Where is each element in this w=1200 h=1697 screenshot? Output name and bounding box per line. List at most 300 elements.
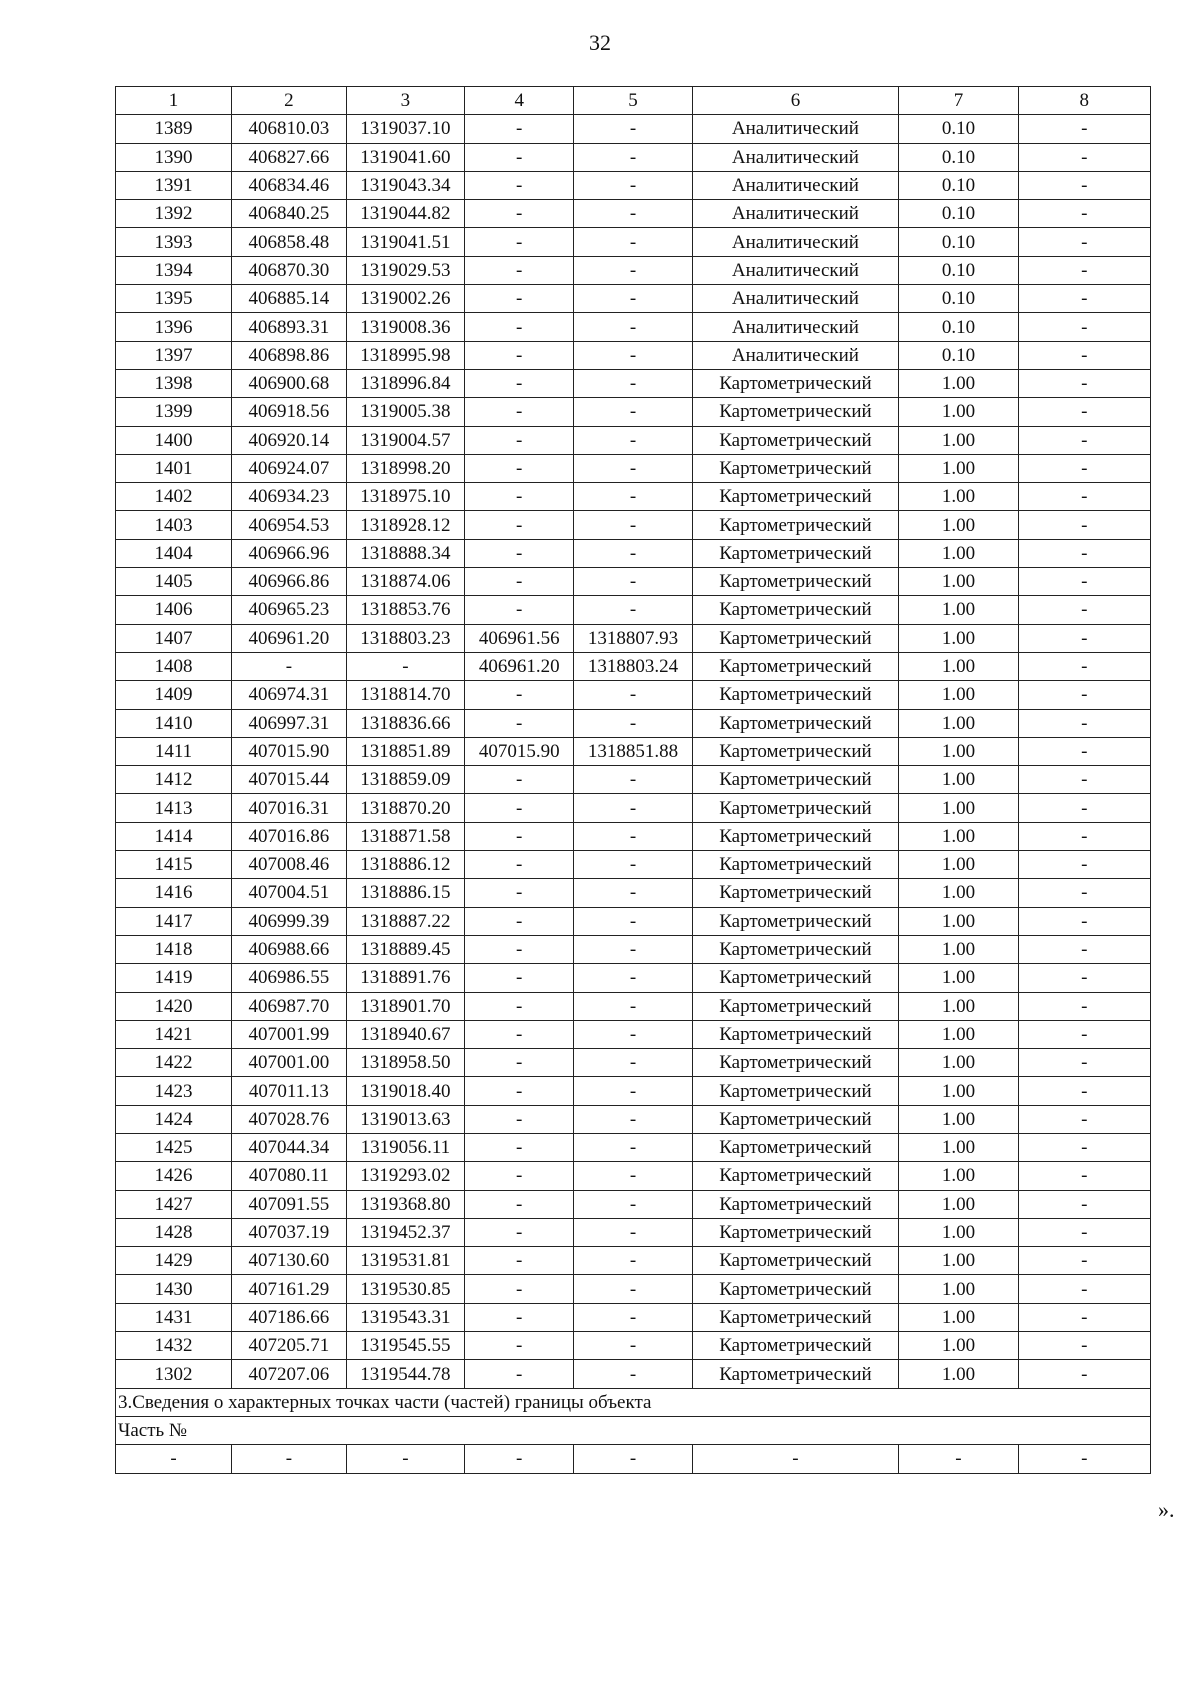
table-cell: - [1018, 1162, 1150, 1190]
table-cell: - [465, 313, 574, 341]
table-cell: 1318996.84 [346, 369, 464, 397]
table-cell: - [1018, 200, 1150, 228]
table-cell: Картометрический [692, 483, 899, 511]
table-cell: - [574, 398, 692, 426]
table-cell: Картометрический [692, 652, 899, 680]
table-cell: 1.00 [899, 398, 1018, 426]
table-cell: - [465, 681, 574, 709]
table-cell: 0.10 [899, 228, 1018, 256]
table-cell: - [1018, 709, 1150, 737]
table-cell: - [465, 1275, 574, 1303]
table-row [116, 794, 1151, 822]
table-cell: Картометрический [692, 1049, 899, 1077]
table-cell: - [465, 1218, 574, 1246]
table-cell: - [1018, 851, 1150, 879]
table-header-row [116, 87, 1151, 115]
table-cell: 1414 [116, 822, 232, 850]
table-cell: - [574, 454, 692, 482]
table-cell: - [465, 539, 574, 567]
table-cell: 1319002.26 [346, 285, 464, 313]
table-cell: - [574, 200, 692, 228]
table-cell: Картометрический [692, 794, 899, 822]
table-row [116, 879, 1151, 907]
table-cell: - [574, 1275, 692, 1303]
table-cell: Картометрический [692, 1020, 899, 1048]
table-cell: 1.00 [899, 454, 1018, 482]
table-cell: 1319544.78 [346, 1360, 464, 1388]
table-cell: 0.10 [899, 256, 1018, 284]
table-cell: - [1018, 1360, 1150, 1388]
table-cell: 1.00 [899, 369, 1018, 397]
table-cell: 407015.90 [231, 737, 346, 765]
table-cell: - [1018, 426, 1150, 454]
table-cell: 1.00 [899, 568, 1018, 596]
table-cell: 1405 [116, 568, 232, 596]
table-cell: - [574, 1218, 692, 1246]
table-cell: 1318975.10 [346, 483, 464, 511]
table-cell: 406988.66 [231, 935, 346, 963]
table-cell: - [465, 1049, 574, 1077]
table-cell: Картометрический [692, 624, 899, 652]
table-cell: - [1018, 652, 1150, 680]
table-cell: 406986.55 [231, 964, 346, 992]
table-cell: - [574, 171, 692, 199]
table-cell: 1425 [116, 1133, 232, 1161]
header-cell: 3 [346, 87, 464, 115]
table-cell: - [346, 652, 464, 680]
table-cell: - [574, 709, 692, 737]
table-cell: 1418 [116, 935, 232, 963]
table-cell: 406954.53 [231, 511, 346, 539]
table-cell: Картометрический [692, 709, 899, 737]
table-cell: Картометрический [692, 511, 899, 539]
table-cell: - [1018, 511, 1150, 539]
table-cell: - [465, 1303, 574, 1331]
table-cell: 407080.11 [231, 1162, 346, 1190]
table-cell: 1409 [116, 681, 232, 709]
table-cell: - [574, 1247, 692, 1275]
table-cell: - [1018, 1275, 1150, 1303]
table-cell: - [574, 539, 692, 567]
table-cell: 0.10 [899, 200, 1018, 228]
table-cell: 1319018.40 [346, 1077, 464, 1105]
table-cell: - [574, 1445, 692, 1473]
table-cell: 406918.56 [231, 398, 346, 426]
table-cell: 1399 [116, 398, 232, 426]
table-cell: Аналитический [692, 171, 899, 199]
table-cell: - [574, 313, 692, 341]
table-cell: 1389 [116, 115, 232, 143]
table-cell: 1318940.67 [346, 1020, 464, 1048]
table-cell: - [465, 964, 574, 992]
table-cell: - [465, 1247, 574, 1275]
table-cell: 406898.86 [231, 341, 346, 369]
table-cell: 1426 [116, 1162, 232, 1190]
table-cell: - [1018, 369, 1150, 397]
table-cell: - [465, 200, 574, 228]
table-cell: - [465, 1360, 574, 1388]
table-cell: - [231, 652, 346, 680]
table-cell: - [1018, 992, 1150, 1020]
table-cell: Картометрический [692, 1105, 899, 1133]
table-cell: 1.00 [899, 426, 1018, 454]
table-cell: Картометрический [692, 681, 899, 709]
table-cell: 407161.29 [231, 1275, 346, 1303]
table-cell: 1319044.82 [346, 200, 464, 228]
table-cell: 1319056.11 [346, 1133, 464, 1161]
table-cell: Картометрический [692, 737, 899, 765]
table-cell: - [1018, 1105, 1150, 1133]
table-cell: 1403 [116, 511, 232, 539]
table-cell: 1318859.09 [346, 766, 464, 794]
table-cell: - [1018, 1049, 1150, 1077]
table-cell: 1.00 [899, 539, 1018, 567]
table-cell: Аналитический [692, 143, 899, 171]
table-cell: - [1018, 1020, 1150, 1048]
table-cell: 1396 [116, 313, 232, 341]
table-cell: Картометрический [692, 539, 899, 567]
table-cell: Картометрический [692, 369, 899, 397]
table-cell: 0.10 [899, 285, 1018, 313]
table-row [116, 454, 1151, 482]
table-row [116, 511, 1151, 539]
table-cell: Картометрический [692, 851, 899, 879]
table-cell: - [1018, 256, 1150, 284]
table-cell: - [465, 143, 574, 171]
table-cell: - [465, 794, 574, 822]
table-cell: - [574, 143, 692, 171]
table-cell: - [1018, 624, 1150, 652]
table-cell: Картометрический [692, 398, 899, 426]
table-cell: - [465, 398, 574, 426]
table-cell: - [465, 454, 574, 482]
table-cell: Картометрический [692, 1303, 899, 1331]
table-cell: - [465, 1190, 574, 1218]
table-cell: 1318928.12 [346, 511, 464, 539]
table-row [116, 992, 1151, 1020]
table-cell: 1395 [116, 285, 232, 313]
table-cell: 1.00 [899, 992, 1018, 1020]
table-cell: 1319004.57 [346, 426, 464, 454]
table-cell: - [574, 1020, 692, 1048]
table-cell: - [465, 1332, 574, 1360]
table-cell: - [465, 1077, 574, 1105]
table-cell: - [574, 766, 692, 794]
closing-quote: ». [1158, 1497, 1175, 1522]
table-cell: - [574, 992, 692, 1020]
table-cell: 1419 [116, 964, 232, 992]
table-cell: 0.10 [899, 313, 1018, 341]
table-cell: 1432 [116, 1332, 232, 1360]
table-cell: 1411 [116, 737, 232, 765]
table-row [116, 652, 1151, 680]
table-cell: - [1018, 822, 1150, 850]
table-row [116, 1105, 1151, 1133]
table-row [116, 596, 1151, 624]
table-cell: 407016.31 [231, 794, 346, 822]
header-cell: 1 [116, 87, 232, 115]
table-cell: 406961.20 [465, 652, 574, 680]
table-cell: - [574, 907, 692, 935]
table-cell: Картометрический [692, 426, 899, 454]
table-cell: - [574, 256, 692, 284]
table-cell: - [574, 596, 692, 624]
table-cell: 1319037.10 [346, 115, 464, 143]
table-cell: - [574, 511, 692, 539]
table-cell: - [574, 228, 692, 256]
table-cell: - [1018, 341, 1150, 369]
table-cell: Картометрический [692, 1077, 899, 1105]
table-cell: - [899, 1445, 1018, 1473]
table-cell: - [574, 879, 692, 907]
table-cell: Картометрический [692, 1275, 899, 1303]
table-cell: - [1018, 313, 1150, 341]
table-cell: 1.00 [899, 624, 1018, 652]
table-cell: - [346, 1445, 464, 1473]
table-cell: 1319005.38 [346, 398, 464, 426]
table-cell: - [1018, 964, 1150, 992]
section-title-row [116, 1388, 1151, 1416]
table-cell: - [465, 568, 574, 596]
table-cell: - [574, 483, 692, 511]
table-cell: 406893.31 [231, 313, 346, 341]
coordinates-table [115, 86, 1151, 1474]
table-cell: 1421 [116, 1020, 232, 1048]
table-cell: 1393 [116, 228, 232, 256]
table-cell: 1319452.37 [346, 1218, 464, 1246]
table-cell: - [1018, 766, 1150, 794]
table-cell: Картометрический [692, 1332, 899, 1360]
table-cell: 407028.76 [231, 1105, 346, 1133]
table-cell: 1319008.36 [346, 313, 464, 341]
table-cell: 1.00 [899, 652, 1018, 680]
table-cell: 406987.70 [231, 992, 346, 1020]
table-cell: 1.00 [899, 1133, 1018, 1161]
section-title: 3.Сведения о характерных точках части (частей) границы объекта [116, 1388, 1151, 1416]
table-cell: - [574, 285, 692, 313]
table-cell: 1.00 [899, 907, 1018, 935]
table-cell: - [1018, 737, 1150, 765]
table-cell: 1318836.66 [346, 709, 464, 737]
table-cell: - [465, 596, 574, 624]
table-cell: 1.00 [899, 1218, 1018, 1246]
table-cell: Картометрический [692, 935, 899, 963]
table-cell: 1318803.24 [574, 652, 692, 680]
page-number: 32 [589, 30, 611, 55]
table-cell: 0.10 [899, 171, 1018, 199]
table-cell: - [465, 1105, 574, 1133]
table-cell: 1.00 [899, 1049, 1018, 1077]
table-row [116, 822, 1151, 850]
table-cell: 407011.13 [231, 1077, 346, 1105]
table-row [116, 737, 1151, 765]
table-cell: 406961.56 [465, 624, 574, 652]
table-cell: 406920.14 [231, 426, 346, 454]
table-row [116, 935, 1151, 963]
table-cell: 1412 [116, 766, 232, 794]
table-cell: - [574, 851, 692, 879]
table-cell: 1420 [116, 992, 232, 1020]
table-cell: Картометрический [692, 1247, 899, 1275]
table-cell: 406934.23 [231, 483, 346, 511]
table-row [116, 1049, 1151, 1077]
table-row [116, 709, 1151, 737]
table-cell: 1397 [116, 341, 232, 369]
table-cell: 1318807.93 [574, 624, 692, 652]
table-cell: - [465, 907, 574, 935]
table-cell: - [1018, 681, 1150, 709]
table-cell: Картометрический [692, 568, 899, 596]
table-cell: - [574, 935, 692, 963]
table-cell: 1319043.34 [346, 171, 464, 199]
table-cell: 1.00 [899, 879, 1018, 907]
table-cell: - [465, 426, 574, 454]
table-cell: 1318888.34 [346, 539, 464, 567]
table-cell: Картометрический [692, 766, 899, 794]
table-cell: 1413 [116, 794, 232, 822]
table-cell: 407001.99 [231, 1020, 346, 1048]
header-cell: 8 [1018, 87, 1150, 115]
table-cell: - [1018, 1218, 1150, 1246]
header-cell: 6 [692, 87, 899, 115]
table-cell: - [465, 228, 574, 256]
table-cell: 1318870.20 [346, 794, 464, 822]
table-cell: 1318887.22 [346, 907, 464, 935]
table-cell: 1.00 [899, 1077, 1018, 1105]
header-cell: 5 [574, 87, 692, 115]
table-cell: - [574, 1332, 692, 1360]
table-cell: 406858.48 [231, 228, 346, 256]
table-cell: 406961.20 [231, 624, 346, 652]
table-cell: 1.00 [899, 1275, 1018, 1303]
table-cell: 1423 [116, 1077, 232, 1105]
table-cell: - [465, 341, 574, 369]
table-cell: 1407 [116, 624, 232, 652]
table-row [116, 200, 1151, 228]
table-row [116, 483, 1151, 511]
table-cell: - [1018, 1303, 1150, 1331]
table-cell: 1428 [116, 1218, 232, 1246]
table-cell: 1402 [116, 483, 232, 511]
table-cell: - [231, 1445, 346, 1473]
table-cell: 406974.31 [231, 681, 346, 709]
table-cell: - [465, 1162, 574, 1190]
table-cell: 1.00 [899, 822, 1018, 850]
table-cell: 1416 [116, 879, 232, 907]
table-cell: - [574, 369, 692, 397]
table-cell: - [1018, 1332, 1150, 1360]
table-cell: 1392 [116, 200, 232, 228]
table-row [116, 426, 1151, 454]
table-cell: - [574, 426, 692, 454]
table-cell: Картометрический [692, 1133, 899, 1161]
part-label-row [116, 1416, 1151, 1444]
table-cell: - [1018, 171, 1150, 199]
table-cell: Картометрический [692, 822, 899, 850]
table-cell: 1319543.31 [346, 1303, 464, 1331]
table-cell: - [574, 1077, 692, 1105]
table-cell: 1398 [116, 369, 232, 397]
table-cell: - [116, 1445, 232, 1473]
table-cell: 1410 [116, 709, 232, 737]
table-cell: Картометрический [692, 1360, 899, 1388]
table-row [116, 907, 1151, 935]
table-cell: 406966.86 [231, 568, 346, 596]
table-row [116, 1190, 1151, 1218]
header-cell: 7 [899, 87, 1018, 115]
table-cell: 1318886.15 [346, 879, 464, 907]
table-cell: 1.00 [899, 681, 1018, 709]
table-cell: 406870.30 [231, 256, 346, 284]
table-cell: 1.00 [899, 1332, 1018, 1360]
table-cell: 406965.23 [231, 596, 346, 624]
table-cell: 1.00 [899, 737, 1018, 765]
table-cell: 1430 [116, 1275, 232, 1303]
table-cell: 1.00 [899, 1360, 1018, 1388]
table-row [116, 285, 1151, 313]
table-cell: - [1018, 907, 1150, 935]
table-cell: - [465, 369, 574, 397]
table-cell: 1.00 [899, 935, 1018, 963]
table-cell: 1318814.70 [346, 681, 464, 709]
table-cell: - [1018, 1445, 1150, 1473]
table-cell: 407016.86 [231, 822, 346, 850]
table-cell: 407207.06 [231, 1360, 346, 1388]
table-cell: 406900.68 [231, 369, 346, 397]
table-cell: - [465, 483, 574, 511]
table-cell: 406810.03 [231, 115, 346, 143]
table-cell: - [574, 1162, 692, 1190]
table-cell: - [574, 341, 692, 369]
table-cell: 406885.14 [231, 285, 346, 313]
table-row [116, 1275, 1151, 1303]
table-row [116, 1332, 1151, 1360]
table-cell: 1.00 [899, 1162, 1018, 1190]
table-cell: Картометрический [692, 1190, 899, 1218]
table-row [116, 1303, 1151, 1331]
table-cell: Аналитический [692, 256, 899, 284]
table-cell: Аналитический [692, 228, 899, 256]
table-cell: 1318901.70 [346, 992, 464, 1020]
table-cell: - [1018, 568, 1150, 596]
table-cell: 1.00 [899, 1247, 1018, 1275]
table-cell: - [692, 1445, 899, 1473]
table-cell: 1318871.58 [346, 822, 464, 850]
table-cell: - [465, 822, 574, 850]
table-cell: 1.00 [899, 709, 1018, 737]
table-cell: 1318851.88 [574, 737, 692, 765]
table-cell: 1318891.76 [346, 964, 464, 992]
table-cell: 1.00 [899, 596, 1018, 624]
table-row [116, 341, 1151, 369]
table-cell: - [574, 822, 692, 850]
table-cell: 1319013.63 [346, 1105, 464, 1133]
table-cell: Картометрический [692, 879, 899, 907]
table-cell: 1406 [116, 596, 232, 624]
table-cell: - [1018, 879, 1150, 907]
table-row [116, 624, 1151, 652]
header-cell: 4 [465, 87, 574, 115]
table-cell: 1318958.50 [346, 1049, 464, 1077]
table-row [116, 143, 1151, 171]
table-cell: - [465, 511, 574, 539]
table-cell: 1.00 [899, 766, 1018, 794]
table-cell: 407091.55 [231, 1190, 346, 1218]
table-cell: - [574, 1190, 692, 1218]
table-cell: - [574, 1360, 692, 1388]
table-cell: - [465, 256, 574, 284]
table-cell: Картометрический [692, 1218, 899, 1246]
